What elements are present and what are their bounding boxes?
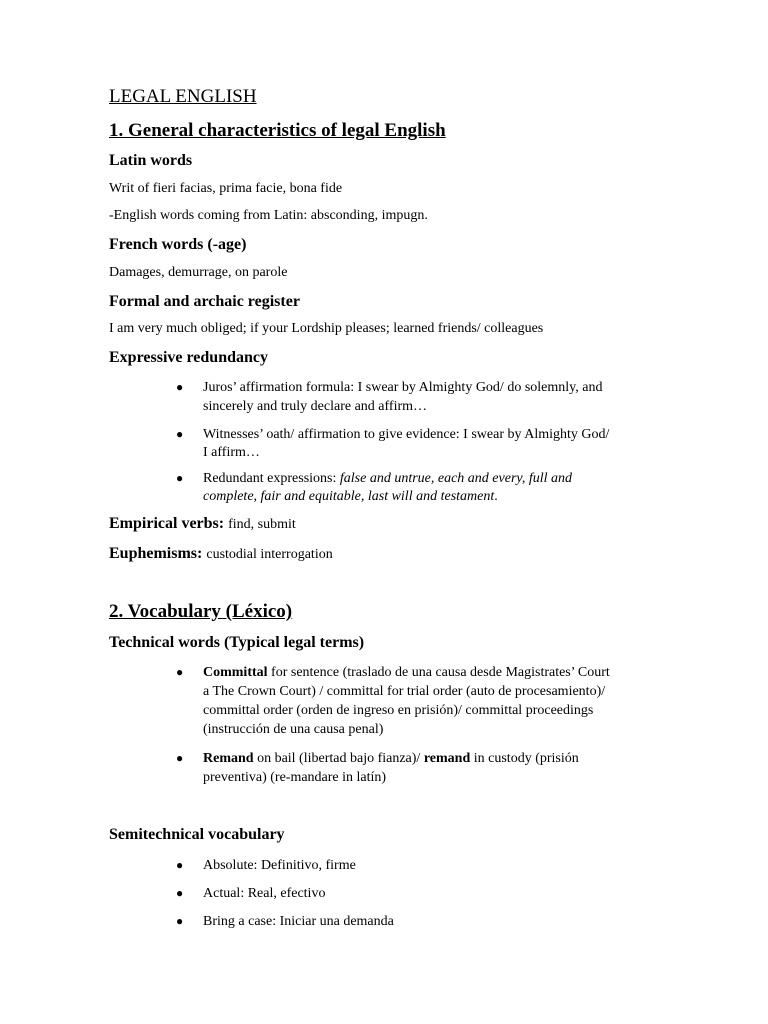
technical-words-heading: Technical words (Typical legal terms) — [109, 634, 365, 651]
list-item-rest: on bail (libertad bajo fianza)/ — [253, 751, 424, 766]
list-item-rest: in custody (prisión — [470, 751, 579, 766]
bullet-icon: ● — [176, 427, 184, 441]
formal-register-line-1: I am very much obliged; if your Lordship pleases; learned friends/ colleagues — [109, 321, 544, 336]
list-item-text — [203, 749, 579, 768]
list-item-text: committal order (orden de ingreso en prisión)/ committal proceedings — [203, 703, 594, 718]
list-item-rest: for sentence (traslado de una causa desde Magistrates’ Court — [267, 665, 610, 680]
french-words-line-1: Damages, demurrage, on parole — [109, 265, 288, 280]
term-remand: Remand — [203, 751, 254, 766]
empirical-verbs-value: find, submit — [228, 517, 296, 532]
bullet-icon: ● — [176, 914, 184, 928]
list-item-text: a The Crown Court) / committal for trial order (auto de procesamiento)/ — [203, 684, 606, 699]
euphemisms-label: Euphemisms: — [109, 545, 203, 562]
empirical-verbs-line — [109, 515, 296, 533]
section-2-heading: 2. Vocabulary (Léxico) — [109, 601, 293, 622]
section-1-heading: 1. General characteristics of legal English — [109, 120, 446, 141]
bullet-icon: ● — [176, 751, 184, 765]
list-item-text: I affirm… — [203, 445, 260, 460]
redundancy-heading: Expressive redundancy — [109, 349, 268, 366]
list-item-italic: complete, fair and equitable, last will and testament — [203, 489, 495, 504]
latin-words-line-2: -English words coming from Latin: absconding, impugn. — [109, 208, 428, 223]
list-item-text: Witnesses’ oath/ affirmation to give evidence: I swear by Almighty God/ — [203, 427, 610, 442]
bullet-icon: ● — [176, 471, 184, 485]
list-item-italic: false and untrue, each and every, full and — [339, 471, 572, 486]
list-item-text: Bring a case: Iniciar una demanda — [203, 914, 394, 929]
term-remand: remand — [423, 751, 471, 766]
list-item-text — [203, 663, 610, 682]
bullet-icon: ● — [176, 858, 184, 872]
latin-words-heading: Latin words — [109, 152, 193, 169]
bullet-icon: ● — [176, 665, 184, 679]
euphemisms-value: custodial interrogation — [206, 547, 333, 562]
euphemisms-line — [109, 545, 333, 563]
list-item-text: Actual: Real, efectivo — [203, 886, 326, 901]
formal-register-heading: Formal and archaic register — [109, 293, 300, 310]
list-item-suffix: . — [494, 489, 498, 504]
empirical-verbs-label: Empirical verbs: — [109, 515, 225, 532]
list-item-text — [203, 487, 498, 506]
latin-words-line-1: Writ of fieri facias, prima facie, bona fide — [109, 181, 343, 196]
bullet-icon: ● — [176, 886, 184, 900]
french-words-heading: French words (-age) — [109, 236, 247, 253]
list-item-prefix: Redundant expressions: — [203, 471, 340, 486]
list-item-text — [203, 469, 572, 488]
list-item-text: Juros’ affirmation formula: I swear by Almighty God/ do solemnly, and — [203, 380, 603, 395]
list-item-text: sincerely and truly declare and affirm… — [203, 399, 428, 414]
list-item-text: Absolute: Definitivo, firme — [203, 858, 356, 873]
term-committal: Committal — [203, 665, 268, 680]
document-title: LEGAL ENGLISH — [109, 86, 257, 107]
semitechnical-heading: Semitechnical vocabulary — [109, 826, 285, 843]
list-item-text: (instrucción de una causa penal) — [203, 722, 384, 737]
bullet-icon: ● — [176, 380, 184, 394]
list-item-text: preventiva) (re-mandare in latín) — [203, 770, 387, 785]
